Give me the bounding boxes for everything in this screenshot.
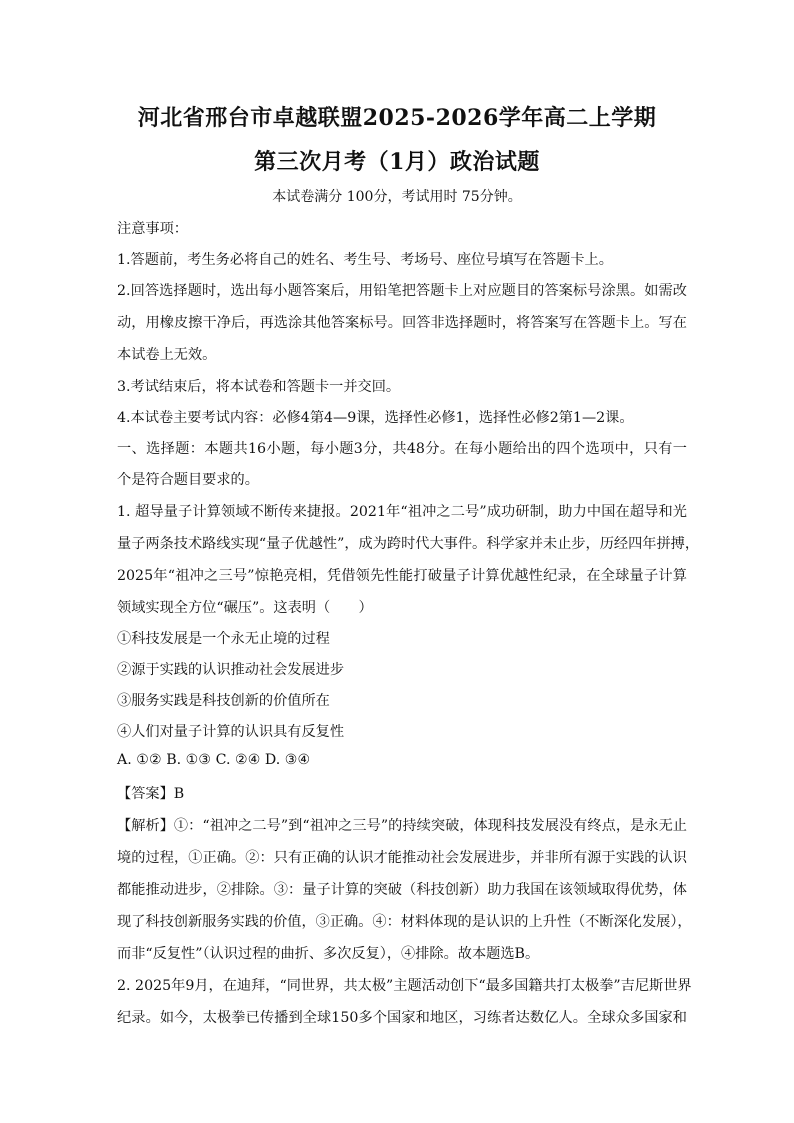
question-item: ①科技发展是一个永无止境的过程 bbox=[117, 631, 330, 647]
analysis-line: 而非“反复性”（认识过程的曲折、多次反复），④排除。故本题选B。 bbox=[117, 946, 540, 962]
notes-heading: 注意事项： bbox=[117, 221, 188, 237]
analysis-line: 【解析】①：“祖冲之二号”到“祖冲之三号”的持续突破，体现科技发展没有终点，是永无止 bbox=[117, 818, 687, 834]
question-options: A. ①② B. ①③ C. ②④ D. ③④ bbox=[117, 752, 311, 768]
notes-line: 3.考试结束后，将本试卷和答题卡一并交回。 bbox=[117, 379, 401, 395]
question-stem-line: 纪录。如今，太极拳已传播到全球150多个国家和地区，习练者达数亿人。全球众多国家和 bbox=[117, 1010, 687, 1026]
exam-title-line2: 第三次月考（1月）政治试题 bbox=[254, 149, 540, 175]
exam-title-line1: 河北省邢台市卓越联盟2025-2026学年高二上学期 bbox=[137, 105, 657, 131]
question-item: ③服务实践是科技创新的价值所在 bbox=[117, 693, 330, 709]
question-stem-line: 1. 超导量子计算领域不断传来捷报。2021年“祖冲之二号”成功研制，助力中国在超导和光 bbox=[117, 504, 687, 520]
section-heading: 个是符合题目要求的。 bbox=[117, 472, 259, 488]
notes-line: 动，用橡皮擦干净后，再选涂其他答案标号。回答非选择题时，将答案写在答题卡上。写在 bbox=[117, 315, 687, 331]
question-stem-line: 2025年“祖冲之三号”惊艳亮相，凭借领先性能打破量子计算优越性纪录，在全球量子计算 bbox=[117, 568, 687, 584]
question-item: ④人们对量子计算的认识具有反复性 bbox=[117, 724, 345, 740]
notes-line: 4.本试卷主要考试内容：必修4第4—9课，选择性必修1，选择性必修2第1—2课。 bbox=[117, 410, 634, 426]
question-item: ②源于实践的认识推动社会发展进步 bbox=[117, 662, 345, 678]
answer-label: 【答案】B bbox=[117, 786, 185, 802]
section-heading: 一、选择题：本题共16小题，每小题3分，共48分。在每小题给出的四个选项中，只有一 bbox=[117, 441, 687, 457]
question-stem-line: 量子两条技术路线实现“量子优越性”，成为跨时代大事件。科学家并未止步，历经四年拼搏， bbox=[117, 536, 700, 552]
analysis-line: 都能推动进步，②排除。③：量子计算的突破（科技创新）助力我国在该领域取得优势，体 bbox=[117, 882, 687, 898]
notes-line: 1.答题前，考生务必将自己的姓名、考生号、考场号、座位号填写在答题卡上。 bbox=[117, 252, 613, 268]
analysis-line: 现了科技创新服务实践的价值，③正确。④：材料体现的是认识的上升性（不断深化发展）， bbox=[117, 914, 692, 930]
notes-line: 本试卷上无效。 bbox=[117, 347, 217, 363]
analysis-line: 境的过程，①正确。②：只有正确的认识才能推动社会发展进步，并非所有源于实践的认识 bbox=[117, 850, 687, 866]
exam-subtitle: 本试卷满分 100分，考试用时 75分钟。 bbox=[272, 189, 522, 205]
question-stem-line: 2. 2025年9月，在迪拜，“同世界，共太极”主题活动创下“最多国籍共打太极拳”吉尼斯世界 bbox=[117, 978, 692, 994]
notes-line: 2.回答选择题时，选出每小题答案后，用铅笔把答题卡上对应题目的答案标号涂黑。如需改 bbox=[117, 283, 687, 299]
question-stem-line: 领域实现全方位“碾压”。这表明（ ） bbox=[117, 600, 373, 616]
